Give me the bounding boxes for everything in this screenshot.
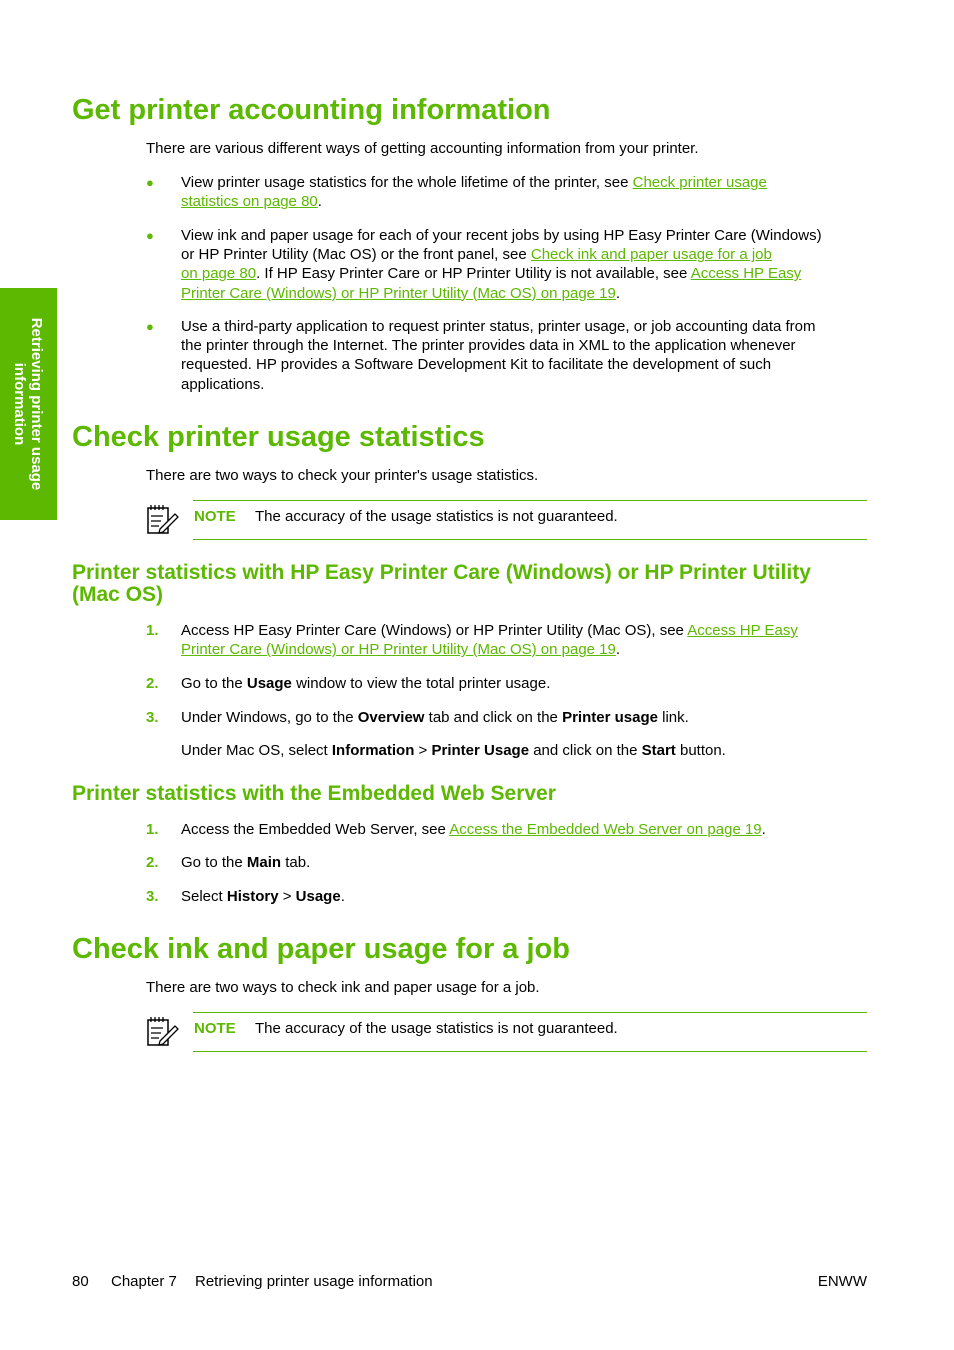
step-access-ews: Access the Embedded Web Server, see Access the Embedded Web Server on page 19. xyxy=(181,821,766,838)
note-top-rule xyxy=(193,500,867,501)
note-label: NOTE xyxy=(194,508,236,525)
bullet-icon: ● xyxy=(146,319,154,334)
link-check-ink-paper-usage[interactable]: Check ink and paper usage for a job on page 80 xyxy=(181,246,772,283)
heading-check-ink-paper-usage: Check ink and paper usage for a job xyxy=(72,933,570,965)
step-mac-os-note: Under Mac OS, select Information > Printer Usage and click on the Start button. xyxy=(181,742,726,759)
step-select-history-usage: Select History > Usage. xyxy=(181,888,345,905)
step-number: 1. xyxy=(146,821,159,838)
note-bottom-rule xyxy=(193,539,867,540)
step-windows-overview: Under Windows, go to the Overview tab and click on the Printer usage link. xyxy=(181,709,689,726)
section5-intro: There are two ways to check ink and paper usage for a job. xyxy=(146,979,540,996)
side-tab-line2: information xyxy=(11,362,28,446)
link-access-embedded-web-server[interactable]: Access the Embedded Web Server on page 19 xyxy=(449,821,762,838)
step-access-hp-easy-printer-care: Access HP Easy Printer Care (Windows) or HP Printer Utility (Mac OS), see Access HP Easy Printer Care (Windows) or HP Printer Utility (Mac OS) on page 19. xyxy=(181,622,798,659)
step-go-to-main: Go to the Main tab. xyxy=(181,854,311,871)
section1-intro: There are various different ways of getting accounting information from your printer. xyxy=(146,140,699,157)
step-number: 2. xyxy=(146,854,159,871)
step-go-to-usage: Go to the Usage window to view the total printer usage. xyxy=(181,675,551,692)
note-label: NOTE xyxy=(194,1020,236,1037)
section2-intro: There are two ways to check your printer's usage statistics. xyxy=(146,467,539,484)
footer-page-number: 80 xyxy=(72,1273,89,1290)
link-check-printer-usage-stats[interactable]: Check printer usage statistics on page 80 xyxy=(181,174,767,211)
footer-chapter: Chapter 7 xyxy=(111,1273,177,1290)
step-number: 1. xyxy=(146,622,159,639)
heading-stats-hp-easy-printer-care: Printer statistics with HP Easy Printer Care (Windows) or HP Printer Utility (Mac OS) xyxy=(72,561,811,606)
note-icon xyxy=(146,1014,180,1048)
note-text: The accuracy of the usage statistics is not guaranteed. xyxy=(255,508,618,525)
bullet-icon: ● xyxy=(146,175,154,190)
heading-stats-embedded-web-server: Printer statistics with the Embedded Web Server xyxy=(72,782,556,805)
side-chapter-tab xyxy=(0,288,57,520)
step-number: 3. xyxy=(146,709,159,726)
bullet-item-third-party: Use a third-party application to request printer status, printer usage, or job accounting data from the printer through the Internet. The printer provides data in XML to the application whenever requested. HP provides a Software Development Kit to facilitate the development of such applications. xyxy=(181,318,816,393)
heading-get-printer-accounting: Get printer accounting information xyxy=(72,94,551,126)
bullet-icon: ● xyxy=(146,228,154,243)
note-top-rule xyxy=(193,1012,867,1013)
note-text: The accuracy of the usage statistics is not guaranteed. xyxy=(255,1020,618,1037)
link-access-hp-easy-printer-care[interactable]: Access HP Easy Printer Care (Windows) or HP Printer Utility (Mac OS) on page 19 xyxy=(181,265,802,302)
step-number: 3. xyxy=(146,888,159,905)
side-tab-line1: Retrieving printer usage xyxy=(28,317,45,491)
side-tab-label xyxy=(11,288,45,520)
footer-chapter-title: Retrieving printer usage information xyxy=(195,1273,433,1290)
step-number: 2. xyxy=(146,675,159,692)
footer-enww: ENWW xyxy=(817,1273,867,1290)
bullet-item-recent-jobs: View ink and paper usage for each of your recent jobs by using HP Easy Printer Care (Windows) or HP Printer Utility (Mac OS) or the front panel, see Check ink and paper usage for a job on page 80. If HP Easy Printer Care or HP Printer Utility is not available, see Access HP Easy Printer Care (Windows) or HP Printer Utility (Mac OS) on page 19. xyxy=(181,227,822,302)
link-access-hp-easy-printer-care-2[interactable]: Access HP Easy Printer Care (Windows) or HP Printer Utility (Mac OS) on page 19 xyxy=(181,622,798,659)
heading-check-printer-usage-stats: Check printer usage statistics xyxy=(72,421,485,453)
bullet-item-lifetime-stats: View printer usage statistics for the whole lifetime of the printer, see Check printer usage statistics on page 80. xyxy=(181,174,767,211)
note-bottom-rule xyxy=(193,1051,867,1052)
note-icon xyxy=(146,502,180,536)
